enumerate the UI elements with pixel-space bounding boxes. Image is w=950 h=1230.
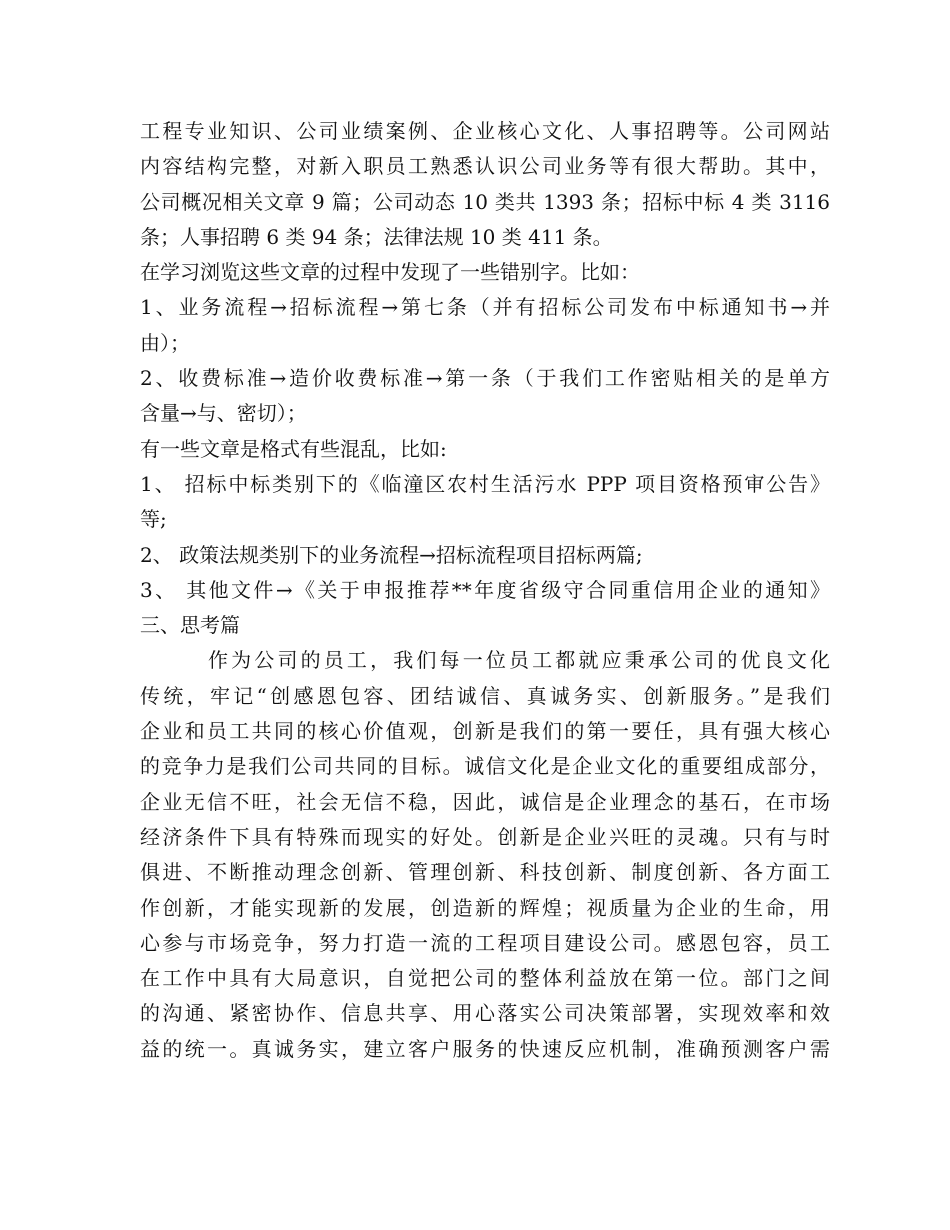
text-line: 传统，牢记“创感恩包容、团结诚信、真诚务实、创新服务。”是我们	[140, 683, 830, 708]
text-line: 3、 其他文件→《关于申报推荐**年度省级守合同重信用企业的通知》	[140, 577, 830, 602]
text-line: 由）；	[140, 330, 190, 355]
text-line: 2、 政策法规类别下的业务流程→招标流程项目招标两篇;	[140, 542, 643, 567]
text-line: 公司概况相关文章 9 篇；公司动态 10 类共 1393 条；招标中标 4 类 3116	[140, 189, 830, 214]
text-line: 1、 招标中标类别下的《临潼区农村生活污水 PPP 项目资格预审公告》	[140, 471, 830, 496]
document-body	[140, 114, 830, 1067]
text-line: 1、业务流程→招标流程→第七条（并有招标公司发布中标通知书→并	[140, 295, 830, 320]
text-line: 2、收费标准→造价收费标准→第一条（于我们工作密贴相关的是单方	[140, 366, 830, 391]
text-line: 含量→与、密切）；	[140, 401, 307, 426]
text-line: 在工作中具有大局意识，自觉把公司的整体利益放在第一位。部门之间	[140, 966, 830, 991]
text-line: 作为公司的员工，我们每一位员工都就应秉承公司的优良文化	[208, 648, 830, 673]
text-line: 工程专业知识、公司业绩案例、企业核心文化、人事招聘等。公司网站	[140, 119, 830, 143]
text-line: 心参与市场竞争，努力打造一流的工程项目建设公司。感恩包容，员工	[140, 930, 830, 955]
text-line: 益的统一。真诚务实，建立客户服务的快速反应机制，准确预测客户需	[140, 1036, 830, 1061]
text-line: 内容结构完整，对新入职员工熟悉认识公司业务等有很大帮助。其中，	[140, 154, 830, 179]
text-line: 条；人事招聘 6 类 94 条；法律法规 10 类 411 条。	[140, 224, 613, 249]
text-line: 等;	[140, 507, 167, 532]
text-line: 在学习浏览这些文章的过程中发现了一些错别字。比如：	[140, 260, 640, 285]
text-line: 的沟通、紧密协作、信息共享、用心落实公司决策部署，实现效率和效	[140, 1001, 830, 1026]
text-line: 作创新，才能实现新的发展，创造新的辉煌；视质量为企业的生命，用	[140, 895, 830, 920]
text-line: 经济条件下具有特殊而现实的好处。创新是企业兴旺的灵魂。只有与时	[140, 824, 830, 849]
text-line: 俱进、不断推动理念创新、管理创新、科技创新、制度创新、各方面工	[140, 860, 830, 885]
text-line: 企业和员工共同的核心价值观，创新是我们的第一要任，具有强大核心	[140, 719, 830, 744]
text-line: 的竞争力是我们公司共同的目标。诚信文化是企业文化的重要组成部分，	[140, 754, 830, 779]
text-line: 三、思考篇	[140, 613, 240, 638]
text-line: 企业无信不旺，社会无信不稳，因此，诚信是企业理念的基石，在市场	[140, 789, 830, 814]
text-line: 有一些文章是格式有些混乱，比如:	[140, 436, 447, 461]
